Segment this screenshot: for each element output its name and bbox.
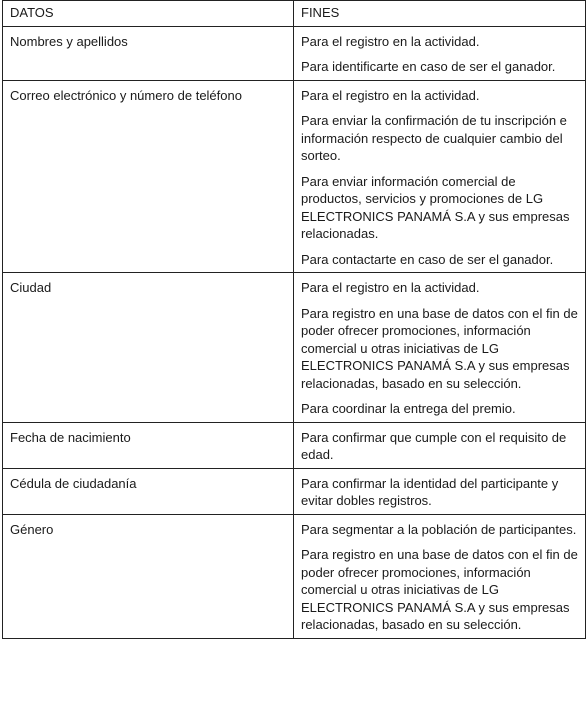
fin-item: Para registro en una base de datos con el fin de poder ofrecer promociones, información comercial u otras iniciativas de LG ELECTRONICS PANAMÁ S.A y sus empresas relacionadas, basado en su selección.: [301, 305, 578, 391]
fin-item: Para segmentar a la población de participantes.: [301, 521, 577, 537]
dato-cell: Nombres y apellidos: [3, 26, 294, 80]
fin-item: Para confirmar que cumple con el requisito de edad.: [301, 429, 567, 462]
header-datos: DATOS: [3, 1, 294, 27]
dato-cell: Fecha de nacimiento: [3, 422, 294, 468]
dato-cell: Correo electrónico y número de teléfono: [3, 80, 294, 273]
fines-cell: [294, 468, 586, 514]
fines-cell: [294, 514, 586, 638]
table-row: [3, 422, 586, 468]
fin-item: Para identificarte en caso de ser el ganador.: [301, 59, 556, 74]
table-row: [3, 468, 586, 514]
fin-item: Para el registro en la actividad.: [301, 87, 480, 103]
fines-cell: [294, 422, 586, 468]
fin-item: Para enviar la confirmación de tu inscripción e información respecto de cualquier cambio del sorteo.: [301, 113, 567, 163]
fin-item: Para el registro en la actividad.: [301, 33, 480, 49]
fin-item: Para el registro en la actividad.: [301, 280, 480, 295]
dato-cell: Ciudad: [3, 273, 294, 423]
table-row: [3, 26, 586, 80]
fin-item: Para contactarte en caso de ser el ganador.: [301, 251, 554, 267]
fines-cell: [294, 26, 586, 80]
dato-cell: Cédula de ciudadanía: [3, 468, 294, 514]
data-purposes-table: [2, 0, 586, 639]
header-fines: FINES: [294, 1, 586, 27]
fin-item: Para enviar información comercial de productos, servicios y promociones de LG ELECTRONICS PANAMÁ S.A y sus empresas relacionadas.: [301, 173, 570, 241]
fin-item: Para confirmar la identidad del participante y evitar dobles registros.: [301, 475, 559, 508]
fines-cell: [294, 273, 586, 423]
fin-item: Para coordinar la entrega del premio.: [301, 401, 516, 416]
table-row: [3, 273, 586, 423]
fin-item: Para registro en una base de datos con el fin de poder ofrecer promociones, información comercial u otras iniciativas de LG ELECTRONICS PANAMÁ S.A y sus empresas relacionadas, basado en su selección.: [301, 547, 578, 632]
table-row: [3, 514, 586, 638]
dato-cell: Género: [3, 514, 294, 638]
table-row: [3, 80, 586, 273]
table-header-row: [3, 1, 586, 27]
fines-cell: [294, 80, 586, 273]
